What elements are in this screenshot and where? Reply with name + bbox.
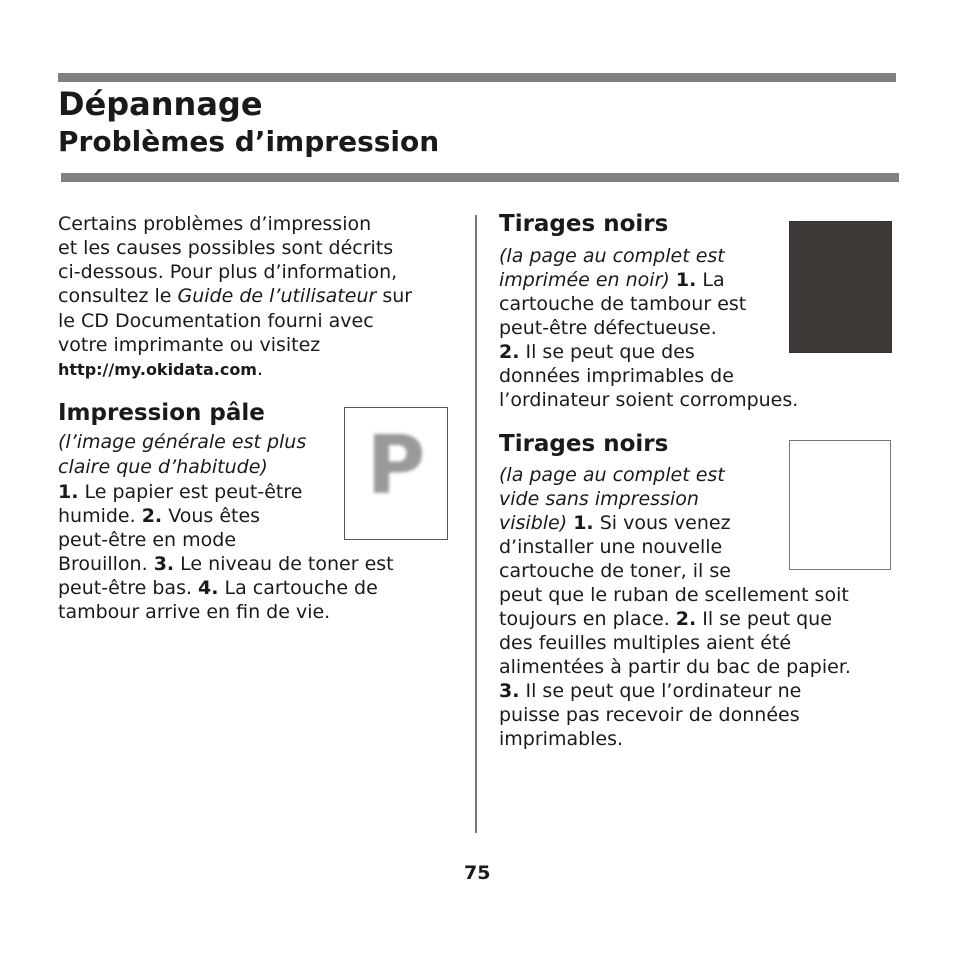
solution-line [58, 504, 260, 528]
intro-text: sur [376, 285, 413, 307]
solution-line: imprimables. [499, 728, 624, 750]
cause-text: (la page au complet est [499, 464, 725, 486]
page-number-text: 75 [464, 862, 491, 884]
step-number: 1. [58, 481, 79, 503]
solution-line: peut que le ruban de scellement soit [499, 584, 849, 606]
step-number: 3. [153, 553, 175, 575]
header-top-rule [58, 73, 896, 82]
step-text: Il se peut que [696, 608, 832, 630]
cause-line [58, 430, 306, 454]
intro-line: le CD Documentation fourni avec [58, 310, 374, 332]
cause-text: (l’image générale est plus [58, 431, 307, 453]
step-number: 1. [675, 269, 697, 291]
step-text: peut-être bas. [58, 577, 199, 599]
intro-line: ci-dessous. Pour plus d’information, [58, 261, 398, 283]
step-text: Le papier est peut-être [78, 481, 303, 503]
step-text: Vous êtes [162, 505, 261, 527]
cause-text: vide sans impression [499, 488, 699, 510]
solution-line [499, 679, 801, 703]
intro-line: et les causes possibles sont décrits [58, 237, 394, 259]
solution-line: peut-être en mode [58, 529, 237, 551]
step-number: 4. [198, 577, 219, 599]
guide-reference: Guide de l’utilisateur [177, 285, 377, 307]
section-title-black: Tirages noirs [499, 211, 669, 237]
solution-line: puisse pas recevoir de données [499, 704, 800, 726]
solution-line [58, 552, 394, 576]
step-text: Le niveau de toner est [174, 553, 394, 575]
intro-line [58, 357, 263, 382]
cause-text: imprimée en noir) [499, 269, 670, 291]
faded-letter-glyph: P [366, 419, 426, 512]
solution-line: données imprimables de [499, 365, 734, 387]
cause-line [499, 463, 725, 487]
step-number: 2. [141, 505, 163, 527]
cause-text: visible) [499, 512, 568, 534]
solution-line: cartouche de tambour est [499, 293, 747, 315]
okidata-url-link[interactable]: http://my.okidata.com [58, 360, 257, 379]
step-number: 3. [499, 680, 520, 702]
step-text: humide. [58, 505, 142, 527]
cause-line [499, 244, 725, 268]
step-text: La [696, 269, 725, 291]
solution-line [499, 607, 832, 631]
step-text: toujours en place. [499, 608, 676, 630]
solution-line: tambour arrive en fin de vie. [58, 601, 331, 623]
page-title: Dépannage [58, 85, 263, 123]
solution-line: peut-être défectueuse. [499, 317, 717, 339]
step-number: 2. [499, 341, 520, 363]
cause-line [58, 455, 268, 479]
pale-print-sample-image [344, 407, 448, 540]
solution-line [58, 480, 302, 504]
solution-line: cartouche de toner, il se [499, 560, 731, 582]
solution-line: alimentées à partir du bac de papier. [499, 656, 851, 678]
intro-line [58, 284, 412, 308]
step-text: La cartouche de [218, 577, 378, 599]
section-title-blank: Tirages noirs [499, 431, 669, 457]
solution-line: l’ordinateur soient corrompues. [499, 389, 799, 411]
intro-text: . [256, 358, 264, 380]
cause-text: claire que d’habitude) [58, 456, 268, 478]
blank-page-sample-image [789, 440, 891, 570]
step-number: 1. [573, 512, 594, 534]
section-title-pale: Impression pâle [58, 400, 265, 426]
column-divider [475, 215, 477, 833]
solution-line [58, 576, 378, 600]
header-bottom-rule [61, 173, 899, 182]
step-text: Brouillon. [58, 553, 154, 575]
cause-line [499, 511, 731, 535]
cause-line [499, 487, 699, 511]
intro-line: votre imprimante ou visitez [58, 334, 321, 356]
intro-line: Certains problèmes d’impression [58, 213, 372, 235]
cause-line [499, 268, 725, 292]
black-page-sample-image [789, 221, 892, 353]
solution-line [499, 340, 695, 364]
solution-line: d’installer une nouvelle [499, 536, 723, 558]
cause-text: (la page au complet est [499, 245, 725, 267]
step-text: Il se peut que l’ordinateur ne [519, 680, 802, 702]
solution-line: des feuilles multiples aient été [499, 632, 792, 654]
step-text: Si vous venez [593, 512, 731, 534]
page-subtitle: Problèmes d’impression [58, 125, 440, 158]
step-number: 2. [675, 608, 697, 630]
intro-text: consultez le [58, 285, 178, 307]
step-text: Il se peut que des [519, 341, 695, 363]
